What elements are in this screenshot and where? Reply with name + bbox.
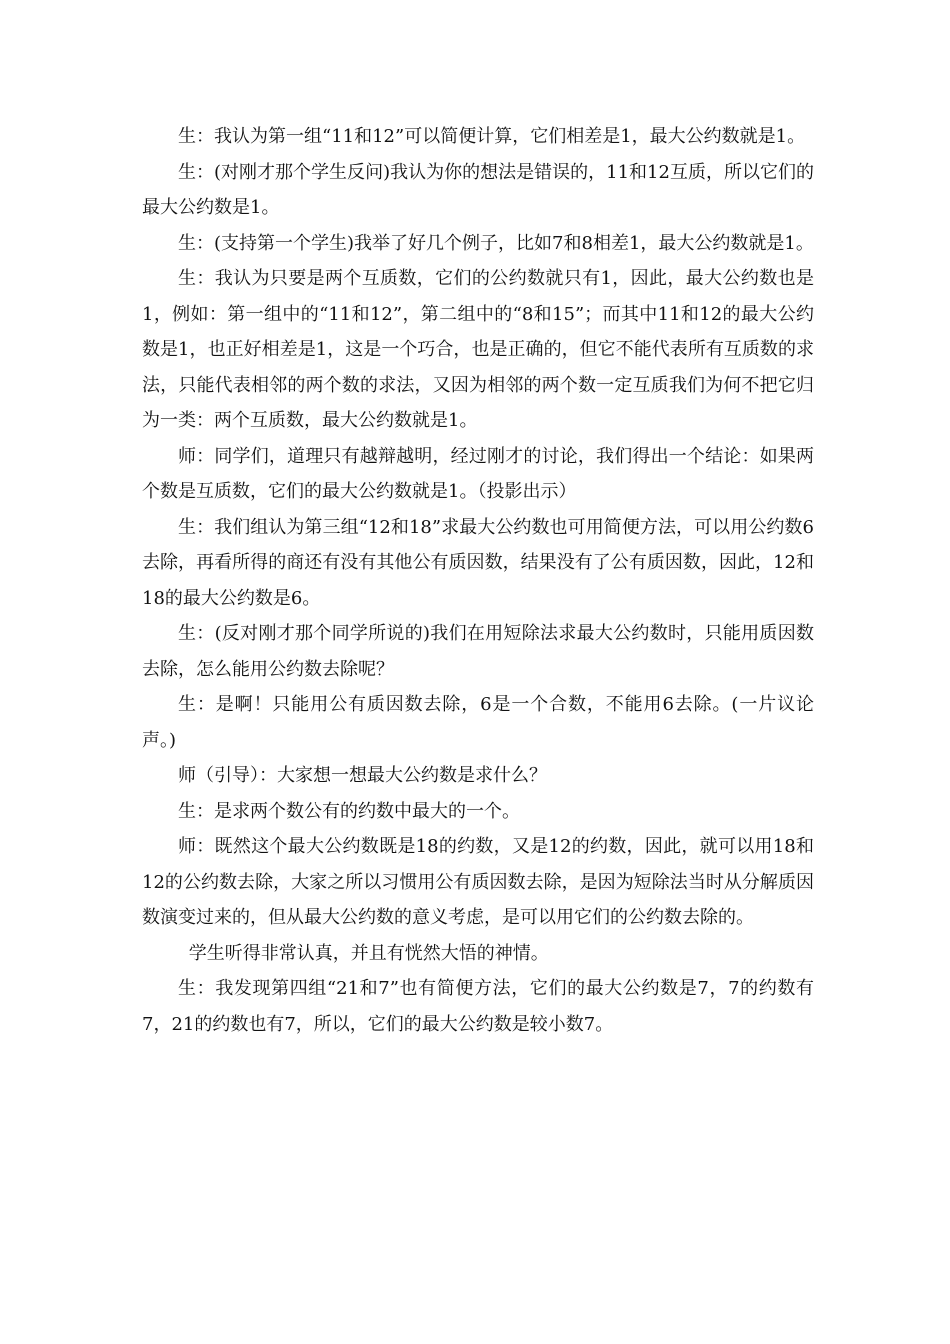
paragraph: 学生听得非常认真，并且有恍然大悟的神情。 xyxy=(188,942,549,964)
paragraph: 生：(对刚才那个学生反问)我认为你的想法是错误的，11和12互质，所以它们的最大公约数是1。 xyxy=(142,161,814,218)
paragraph: 生：我们组认为第三组“12和18”求最大公约数也可用简便方法，可以用公约数6去除，再看所得的商还有没有其他公有质因数，结果没有了公有质因数，因此，12和18的最大公约数是6。 xyxy=(142,516,814,609)
paragraph: 师：既然这个最大公约数既是18的约数，又是12的约数，因此，就可以用18和12的公约数去除，大家之所以习惯用公有质因数去除，是因为短除法当时从分解质因数演变过来的，但从最大公约数的意义考虑，是可以用它们的公约数去除的。 xyxy=(142,836,814,928)
paragraph: 师（引导）：大家想一想最大公约数是求什么？ xyxy=(178,765,547,786)
document-body xyxy=(142,119,814,1042)
paragraph: 生：是啊！只能用公有质因数去除，6是一个合数，不能用6去除。(一片议论声。) xyxy=(142,694,814,751)
paragraph: 师：同学们，道理只有越辩越明，经过刚才的讨论，我们得出一个结论：如果两个数是互质数，它们的最大公约数就是1。（投影出示） xyxy=(142,445,814,502)
paragraph: 生：我发现第四组“21和7”也有简便方法，它们的最大公约数是7，7的约数有7，21的约数也有7，所以，它们的最大公约数是较小数7。 xyxy=(142,978,814,1035)
paragraph: 生：我认为只要是两个互质数，它们的公约数就只有1，因此，最大公约数也是1，例如：第一组中的“11和12”，第二组中的“8和15”；而其中11和12的最大公约数是1，也正好相差是1，这是一个巧合，也是正确的，但它不能代表所有互质数的求法，只能代表相邻的两个数的求法，又因为相邻的两个数一定互质我们为何不把它归为一类：两个互质数，最大公约数就是1。 xyxy=(142,268,814,431)
paragraph: 生：我认为第一组“11和12”可以简便计算，它们相差是1，最大公约数就是1。 xyxy=(178,126,806,147)
paragraph: 生：(支持第一个学生)我举了好几个例子，比如7和8相差1，最大公约数就是1。 xyxy=(178,232,814,254)
paragraph: 生：是求两个数公有的约数中最大的一个。 xyxy=(178,800,520,822)
paragraph: 生：(反对刚才那个同学所说的)我们在用短除法求最大公约数时，只能用质因数去除，怎么能用公约数去除呢？ xyxy=(142,623,814,680)
